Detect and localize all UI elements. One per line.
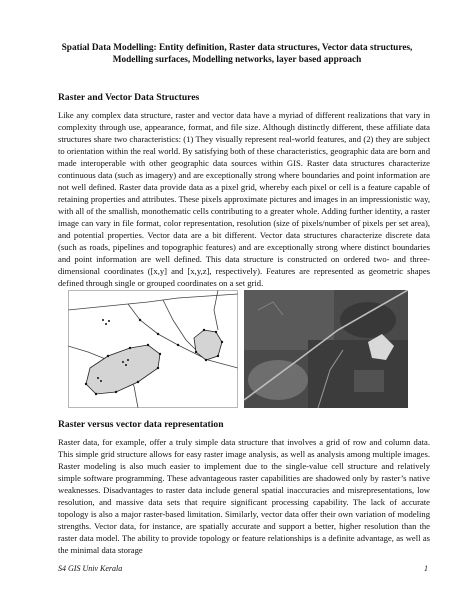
footer-page-number: 1 [424,564,428,573]
figure-vector-vs-raster [68,290,408,408]
vector-map-illustration [68,290,238,408]
section-body-raster-vector: Like any complex data structure, raster and vector data have a myriad of different realizations that vary in complexity through use, appearance, format, and file size. Although distinctly different, these affiliate data structures share two characteristics: (1) They visually represent real-world features, and (2) they are subject to orientation within the real world. By satisfying both of these characteristics, geographic data are born and made interoperable with other geographic data sources within GIS. Raster data structures characterize continuous data (such as imagery) and are exceptionally strong where boundaries and point information are not well defined. Raster data provide data as a pixel grid, whereby each pixel or cell is a feature capable of retaining properties and attributes. These pixels approximate pictures and images in an impressionistic way, with all of the smallish, monothematic cells contributing to a greater whole. Adding further identity, a raster image can vary in file format, color representation, resolution (size of pixels/number of pixels per set area), and potential properties. Vector data are a bit different. Vector data structures characterize discrete data (such as roads, pipelines and topographic features) and are exceptionally strong where distinct boundaries and point information are well defined. This data structure is constructed on ordered two- and three-dimensional coordinates ([x,y] and [x,y,z], respectively). Features are represented as geometric shapes defined through single or grouped coordinates on a set grid. [58,110,430,288]
section-body-raster-versus-vector: Raster data, for example, offer a truly simple data structure that involves a grid of row and column data. This simple grid structure allows for easy raster image analysis, as well as analysis among multiple images. Raster modeling is also much easier to implement due to the single-value cell structure and relatively simple software programming. These advantageous raster capabilities are shadowed only by raster’s native weaknesses. Disadvantages to raster data include general spatial inaccuracies and misrepresentations, low resolution, and massive data sets that require significant processing capability. The lack of accurate topology is also a major raster-based limitation. Similarly, vector data offer their own variation of modeling strengths. Vector data, for instance, are spatially accurate and support a better, higher resolution than the raster data model. The ability to provide topology or feature relationships is a definite advantage, as well as the minimal data storage [58,437,430,555]
raster-aerial-image [244,290,408,408]
section-heading-raster-versus-vector: Raster versus vector data representation [58,419,224,430]
footer-source: S4 GIS Univ Kerala [58,564,123,573]
document-title: Spatial Data Modelling: Entity definition, Raster data structures, Vector data structures, Modelling surfaces, Modelling networks, layer based approach [61,43,413,65]
section-heading-raster-vector: Raster and Vector Data Structures [58,92,200,103]
